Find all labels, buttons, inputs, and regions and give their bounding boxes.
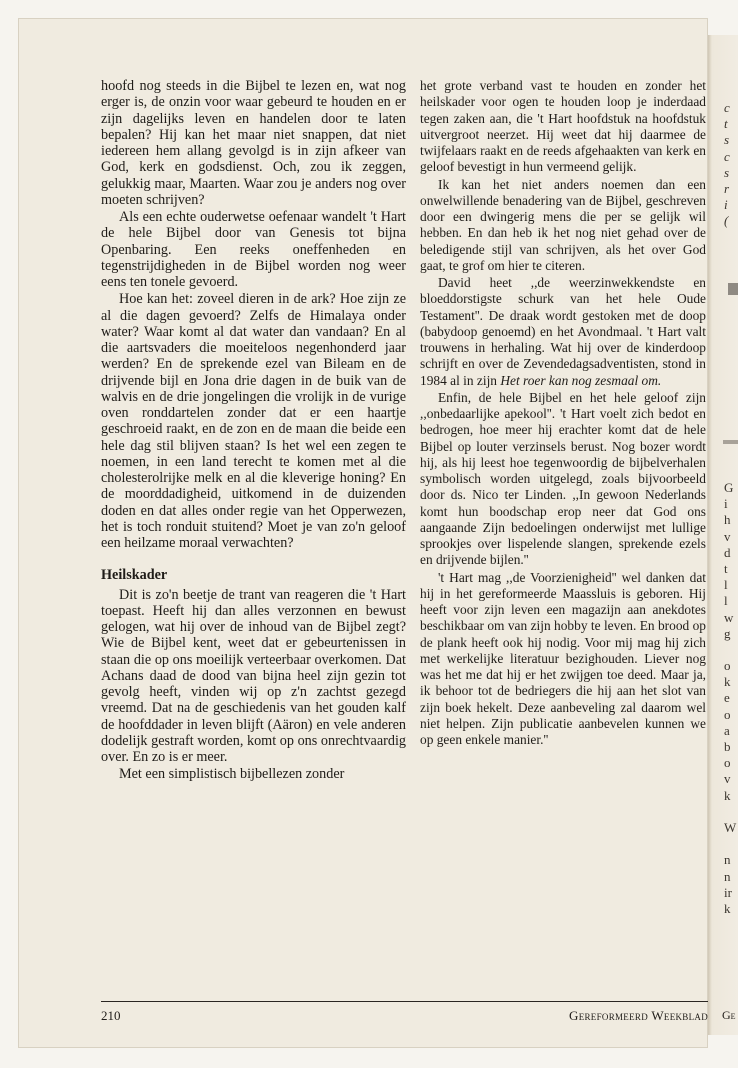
left-column <box>101 78 406 784</box>
left-paragraph-3: Hoe kan het: zoveel dieren in de ark? Hoe zijn ze al die dagen gevoerd? Zelfs de Himalaya onder water? Waar komt al dat water dan vandaan? En al die aartsvaders die moeiteloos negenhonderd jaar werden? En de sprekende ezel van Bileam en de drijvende bijl en Jona drie dagen in de buik van de walvis en de drie jongelingen die vrolijk in de vurige oven ronddartelen zonder dat er een haartje geschroeid raakt, en de zon en de maan die beide een hele dag stil blijven staan? Is het wel een zegen te noemen, in een land terecht te komen met al die cholesterolrijke melk en al die kleverige honing? En de moorddadigheid, uitkomend in de duizenden doden en dat alles onder regie van het Opperwezen, het is toch ronduit stuitend? Moet je van zo'n geloof een heilzame moraal verwachten? <box>101 291 406 551</box>
edge-lower-letter: a <box>724 722 730 738</box>
section-heading: Heilskader <box>101 567 168 584</box>
edge-lower-letter: k <box>724 787 731 803</box>
page-number: 210 <box>101 1008 121 1023</box>
edge-letters-upper <box>724 100 738 230</box>
edge-lower-letter: W <box>724 819 737 835</box>
edge-lower-letter: e <box>724 690 730 706</box>
edge-lower-letter: t <box>724 560 728 576</box>
edge-gray-mark <box>728 283 738 295</box>
edge-upper-letter: s <box>724 164 730 180</box>
footer-rule <box>101 1001 708 1002</box>
edge-upper-letter: ( <box>724 213 729 229</box>
edge-letters-lower <box>724 480 738 917</box>
edge-upper-letter: i <box>724 197 728 213</box>
right-paragraph-1: het grote verband vast te houden en zonder het heilskader voor ogen te houden loop je inderdaad tegen zaken aan, die 't Hart hoofdstuk na hoofdstuk uitvergroot neerzet. Hij weet dat hij daarmee de twijfelaars raakt en de reeds afgehaakten van kerk en geloof bevestigt in hun vermeend gelijk. <box>420 78 706 175</box>
right-paragraph-4: Enfin, de hele Bijbel en het hele geloof zijn ,,onbedaarlijke apekool''. 't Hart voelt zich bedot en bedrogen, hoe meer hij erachter komt dat de hele Bijbel op louter verzinsels berust. Nog bozer wordt hij, als hij leest hoe tegenwoordig de bijbelverhalen symbolisch worden uitgelegd, zoals bijvoorbeeld door ds. Nico ter Linden. ,,In gewoon Nederlands komt hun boodschap erop neer dat God ons aangaande Zijn bedoelingen onderwijst met lullige sprookjes over lispelende slangen, sprekende ezels en drijvende bijlen.'' <box>420 389 706 568</box>
edge-lower-letter: n <box>724 852 731 868</box>
edge-lower-letter <box>724 804 738 820</box>
edge-lower-letter: k <box>724 674 731 690</box>
edge-lower-letter: w <box>724 609 734 625</box>
edge-lower-letter: v <box>724 771 731 787</box>
edge-upper-letter: c <box>724 148 730 164</box>
edge-lower-letter: v <box>724 528 731 544</box>
edge-lower-letter: o <box>724 658 731 674</box>
right-paragraph-5: 't Hart mag ,,de Voorzienigheid'' wel danken dat hij in het gereformeerde Maassluis is geboren. Hij heeft voor zijn leven een magazijn aan anekdotes beschikbaar om van zijn hobby te leven. En brood op de plank heeft ook hij nodig. Voor mij mag hij zich met werkelijke literatuur bezighouden. Liever nog was het me dat hij er het zwijgen toe deed. Maar ja, ik behoor tot de bedriegers die hij aan het slot van zijn boek hekelt. Deze aanbeveling zal daarom wel niet helpen. Zijn publicatie aanbevelen kunnen we op geen enkele manier.'' <box>420 569 706 747</box>
edge-lower-letter: o <box>724 755 731 771</box>
left-paragraph-2: Als een echte ouderwetse oefenaar wandelt 't Hart de hele Bijbel door van Genesis tot bijna Openbaring. Een reeks oneffenheden en tegenstrijdigheden in de Bijbel worden nog weer eens ten tonele gevoerd. <box>101 209 406 290</box>
edge-lower-letter: k <box>724 900 731 916</box>
edge-upper-letter: r <box>724 180 730 196</box>
edge-lower-letter: d <box>724 544 731 560</box>
edge-lower-letter: i <box>724 496 728 512</box>
edge-lower-letter: n <box>724 868 731 884</box>
edge-lower-letter: b <box>724 739 731 754</box>
edge-lower-letter: G <box>724 480 734 495</box>
edge-gray-dash <box>723 440 738 444</box>
edge-upper-letter: t <box>724 116 728 132</box>
left-paragraph-1: hoofd nog steeds in die Bijbel te lezen en, wat nog erger is, de onzin voor waar gebeurd te houden en er zijn dagelijks leven en handelen door te laten bepalen? Hij kan het maar niet snappen, dat niet iedereen hem allang gevolgd is in zijn afkeer van God, kerk en godsdienst. Och, zou ik zeggen, gelukkig maar, Maarten. Waar zou je anders nog over moeten schrijven? <box>101 78 406 208</box>
next-page-footer: Ge <box>722 1008 736 1022</box>
left-paragraph-4: Dit is zo'n beetje de trant van reageren die 't Hart toepast. Heeft hij dan alles verzonnen en bewust gelogen, wat hij over de inhoud van de Bijbel zegt? Wie de Bijbel kent, weet dat er gebeurtenissen in staan die op ons moeilijk verteerbaar overkomen. Dat Achans daad de dood van bijna heel zijn gezin tot gevolg heeft, vinden wij op z'n zachtst gezegd vreemd. Dat na de geschiedenis van het gouden kalf de hoofddader in leven blijft (Aäron) en vele anderen dodelijk gestraft worden, komt op ons onrechtvaardig over. En zo is er meer. <box>101 586 406 765</box>
edge-lower-letter: h <box>724 512 731 528</box>
right-paragraph-3-text: David heet ,,de weerzinwekkendste en bloeddorstigste schurk van het hele Oude Testament''. De draak wordt gestoken met de doop (babydoop genoemd) en het Avondmaal. 't Hart valt trouwens in herhaling. Wat hij over de kinderdoop schrijft en over de Zevendedagsadventisten, stond in 1984 al in zijn <box>420 275 706 388</box>
running-head: Gereformeerd Weekblad <box>569 1008 708 1023</box>
next-page-strip <box>710 40 738 1030</box>
edge-lower-letter <box>724 836 738 852</box>
left-paragraph-5: Met een simplistisch bijbellezen zonder <box>119 766 345 783</box>
edge-lower-letter <box>724 642 738 658</box>
edge-lower-letter: l <box>724 593 728 609</box>
edge-lower-letter: g <box>724 625 731 641</box>
edge-lower-letter: l <box>724 577 728 593</box>
right-paragraph-2: Ik kan het niet anders noemen dan een onwelwillende benadering van de Bijbel, geschreven door een dwingerig mens die per se gelijk wil hebben. En dan heb ik het nog niet gehad over de beledigende stijl van schrijven, als het over God gaat, te grof om hier te citeren. <box>420 176 706 273</box>
edge-upper-letter: s <box>724 132 730 148</box>
edge-lower-letter: o <box>724 706 731 722</box>
book-title: Het roer kan nog zesmaal om. <box>500 372 662 388</box>
right-paragraph-3 <box>420 275 706 389</box>
edge-lower-letter: ir <box>724 884 732 900</box>
edge-upper-letter: c <box>724 100 730 115</box>
right-column <box>420 78 706 749</box>
